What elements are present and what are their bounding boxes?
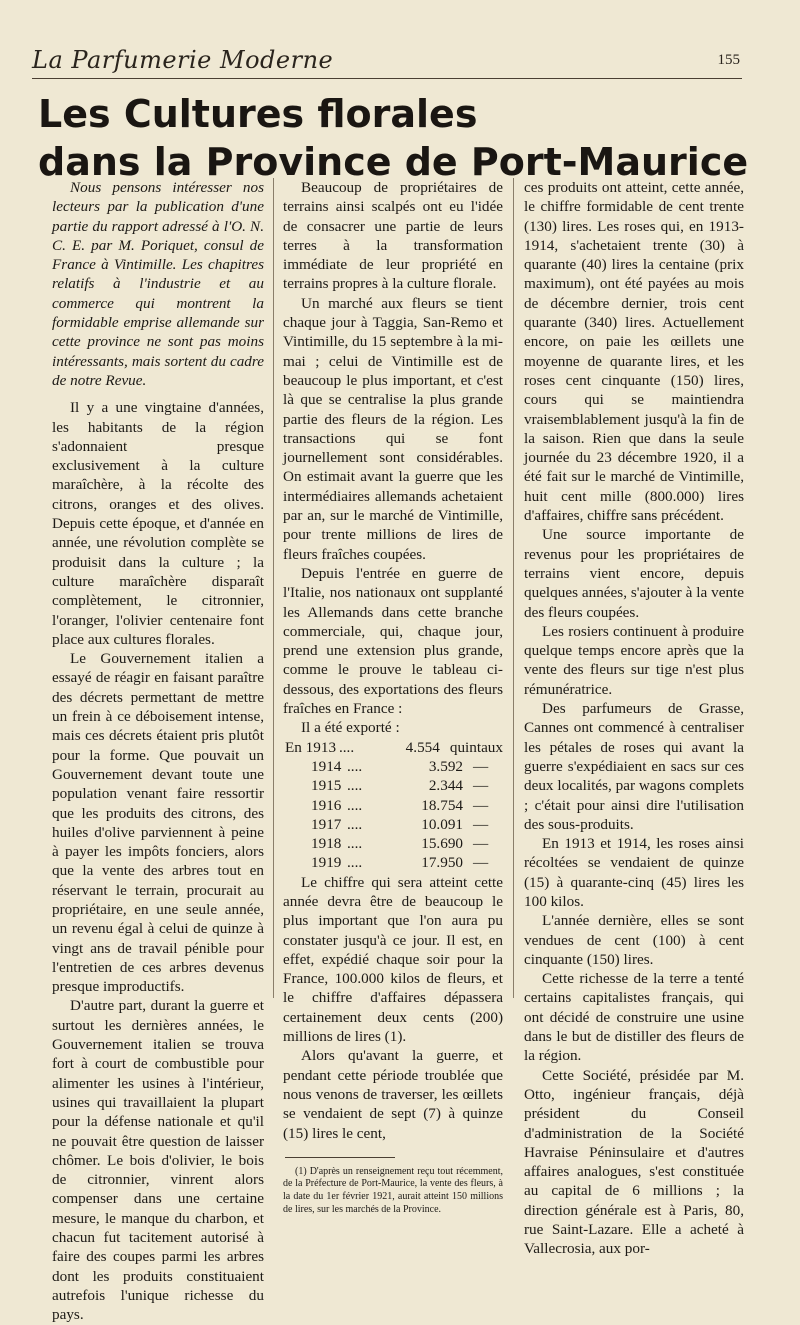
row-unit: quintaux [449,738,503,756]
table-row [283,776,503,795]
paragraph: Alors qu'avant la guerre, et pendant cette période troublée que nous venons de traverser, les œillets se vendaient de sept (7) à quinze (15) lires le cent, [283,1047,503,1142]
column-divider [513,178,514,998]
row-value: 2.344 [428,777,463,795]
row-unit: — [473,796,489,814]
column-2 [283,178,503,1216]
paragraph: L'année dernière, elles se sont vendues de cent (100) à cent cinquante (150) lires. [524,912,744,968]
paragraph: Il y a une vingtaine d'années, les habitants de la région s'adonnaient presque exclusivement à la culture maraîchère, à la récolte des citrons, oranges et des olives. Depuis cette époque, et d'année en année, une révolution complète se produisit dans la culture ; la culture maraîchère disparaît complètement, le citronnier, l'oranger, l'olivier centenaire font place aux cultures florales. [52,399,264,648]
table-row [283,834,503,853]
row-dots: .... [347,815,363,833]
row-unit: — [473,835,489,853]
masthead-logo: La Parfumerie Moderne [32,46,334,74]
row-value: 18.754 [421,796,463,814]
row-value: 3.592 [428,757,463,775]
paragraph: Cette Société, présidée par M. Otto, ingénieur français, déjà président du Conseil d'administration de la Société Havraise Péninsulaire et d'autres affaires analogues, s'est constituée au capital de 6 millions ; la direction générale est à Paris, 80, rue Saint-Lazare. Elle a acheté à Vallecrosia, aux por- [524,1066,744,1258]
row-dots: .... [338,738,355,756]
paragraph: Un marché aux fleurs se tient chaque jour à Taggia, San-Remo et Vintimille, du 15 septembre à la mi-mai ; celui de Vintimille est de beaucoup le plus important, et c'est là que se centralise la plus grande partie des fleurs de la région. Les transactions qui se font journellement sont considérables. On estimait avant la guerre que les intermédiaires allemands achetaient par an, sur le marché de Vintimille, pour trente millions de lires de fleurs fraîches coupées. [283,294,503,563]
page-number: 155 [717,52,740,68]
paragraph: Cette richesse de la terre a tenté certains capitalistes français, qui ont décidé de construire une usine dans le but de distiller des fleurs de la région. [524,970,744,1065]
row-year: 1914 [311,757,342,775]
column-1 [52,178,264,1325]
row-year: 1919 [311,854,342,872]
row-value: 10.091 [421,815,463,833]
row-unit: — [473,854,489,872]
row-unit: — [473,757,489,775]
table-row [283,738,503,757]
row-year: 1916 [311,796,342,814]
column-divider [273,178,274,998]
paragraph: Une source importante de revenus pour les propriétaires de terrains vient encore, depuis quelques années, s'ajouter à la vente des fleurs coupées. [524,526,744,621]
row-dots: .... [347,835,363,853]
paragraph: Il a été exporté : [301,719,400,737]
table-row [283,853,503,872]
row-dots: .... [347,796,363,814]
paragraph: D'autre part, durant la guerre et surtout les dernières années, le Gouvernement italien se trouva fort à court de combustible pour alimenter les usines à l'intérieur, usines qui travaillaient la plupart pour la défense nationale et qu'il ne pouvait être question de laisser chômer. Le bois d'olivier, le bois de citronnier, vinrent alors compenser dans une certaine mesure, le manque du charbon, et chacun fut tacitement autorisé à faire des coupes parmi les arbres dont les produits constituaient autrefois l'unique richesse du pays. [52,997,264,1324]
paragraph: Des parfumeurs de Grasse, Cannes ont commencé à centraliser les pétales de roses qui avant la guerre s'expédiaient en sacs sur ces deux localités, par wagons complets ; c'était pour ainsi dire l'utilisation des sous-produits. [524,700,744,833]
footnote-rule [285,1157,395,1158]
paragraph: Beaucoup de propriétaires de terrains ainsi scalpés ont eu l'idée de consacrer une partie de leurs terres à la transformation immédiate de leur propriété en terrains propres à la culture florale. [283,179,503,293]
table-row [283,757,503,776]
paragraph: Depuis l'entrée en guerre de l'Italie, nos nationaux ont supplanté les Allemands dans cette branche commerciale, qui, chaque jour, prend une extension plus grande, comme le prouve le tableau ci-dessous, des exportations des fleurs fraîches en France : [283,564,503,718]
row-dots: .... [347,777,363,795]
table-row [283,815,503,834]
paragraph: En 1913 et 1914, les roses ainsi récoltées se vendaient de quinze (15) à quarante-cinq (45) lires les 100 kilos. [524,835,744,910]
paragraph: ces produits ont atteint, cette année, le chiffre formidable de cent trente (130) lires. Les roses qui, en 1913-1914, s'achetaient trente (30) à quarante (40) lires la centaine (prix maximum), ont été payées au mois de décembre dernier, trois cent quarante (340) lires. Actuellement encore, on paie les œillets une moyenne de quarante lires, et les roses cent cinquante (150) lires, cours qui se maintiendra vraisemblablement jusqu'à la fin de la saison. Rien que dans la seule journée du 23 décembre 1920, il a été fait sur le marché de Vintimille, huit cent mille (800.000) lires d'affaires, chiffre sans précédent. [524,179,744,525]
title-line-2: dans la Province de Port-Maurice [38,140,749,184]
column-3 [524,178,744,1259]
article-title [38,90,758,186]
intro-paragraph: Nous pensons intéresser nos lecteurs par la publication d'une partie du rapport adressé à l'O. N. C. E. par M. Poriquet, consul de France à Vintimille. Les chapitres relatifs à l'industrie et au commerce qui montrent la formidable emprise allemande sur cette province ne sont pas moins intéressants, mais sortent du cadre de notre Revue. [52,179,264,389]
row-unit: — [473,777,489,795]
title-line-1: Les Cultures florales [38,92,478,136]
row-dots: .... [347,757,363,775]
header-rule [32,78,742,79]
row-unit: — [473,815,489,833]
row-year: 1917 [311,815,342,833]
paragraph: Le Gouvernement italien a essayé de réagir en faisant paraître des décrets permettant de mettre un frein à ce déboisement intense, mais ces décrets étaient pris plutôt pour la forme. Que pouvait un Gouvernement devant toute une population venant faire ressortir que les produits des citrons, des huiles d'olive parviennent à peine à payer les impôts fonciers, alors que la vente des arbres tout en réservant le terrain, procurait au propriétaire, en une seule année, un revenu égal à celui de quinze à vingt ans de travail pénible pour l'entretien de ces arbres devenus presque improductifs. [52,650,264,996]
row-value: 15.690 [421,835,463,853]
paragraph: Le chiffre qui sera atteint cette année devra être de beaucoup le plus important que l'on aura pu constater jusqu'à ce jour. Il est, en effet, expédié chaque soir pour la France, 100.000 kilos de fleurs, et le chiffre d'affaires dépassera certainement deux cents (200) millions de lires (1). [283,873,503,1046]
footnote: (1) D'après un renseignement reçu tout récemment, de la Préfecture de Port-Maurice, la vente des fleurs, à la date du 1er février 1921, aurait atteint 150 millions de lires, sur les marchés de la Province. [283,1165,503,1215]
paragraph: Les rosiers continuent à produire quelque temps encore après que la vente des fleurs sur tige n'est plus rémunératrice. [524,622,744,698]
row-value: 4.554 [405,738,440,756]
row-year: 1918 [311,835,342,853]
row-year: En 1913 [285,738,337,756]
row-year: 1915 [311,777,342,795]
export-table [283,738,503,873]
row-value: 17.950 [421,854,463,872]
row-dots: .... [347,854,363,872]
table-row [283,796,503,815]
